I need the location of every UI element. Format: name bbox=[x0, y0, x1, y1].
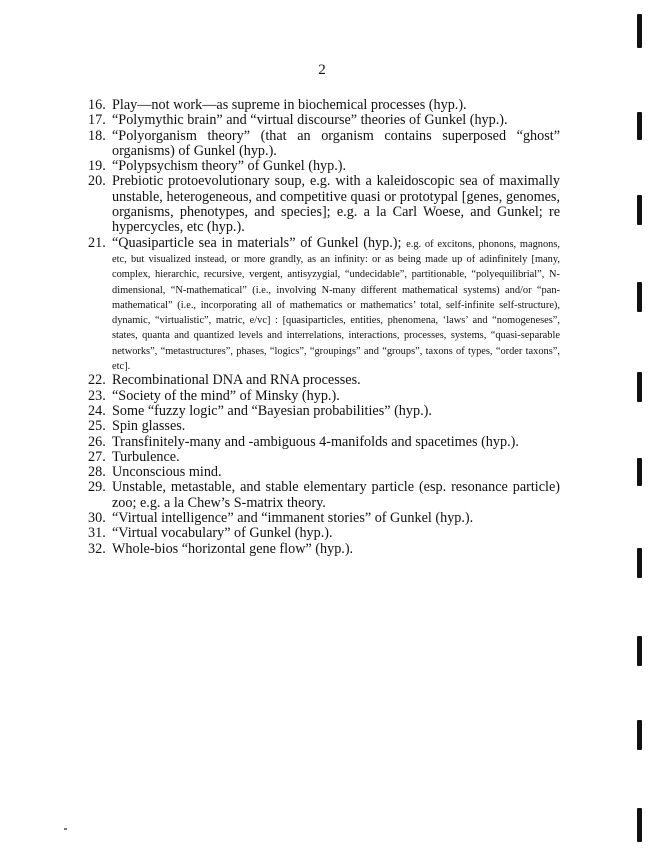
margin-mark bbox=[637, 282, 642, 312]
item-number: 17. bbox=[88, 112, 106, 129]
item-number: 19. bbox=[88, 158, 106, 175]
list-item bbox=[88, 542, 560, 557]
item-text: Unconscious mind. bbox=[112, 464, 222, 481]
margin-mark bbox=[637, 458, 642, 486]
item-number: 32. bbox=[88, 540, 106, 557]
item-text: Whole-bios “horizontal gene flow” (hyp.). bbox=[112, 540, 354, 557]
item-text: “Polymythic brain” and “virtual discourse” theories of Gunkel (hyp.). bbox=[112, 112, 508, 129]
margin-mark bbox=[637, 636, 642, 666]
item-list bbox=[88, 98, 560, 557]
item-text: Recombinational DNA and RNA processes. bbox=[112, 372, 361, 389]
item-text: Spin glasses. bbox=[112, 418, 186, 435]
list-item bbox=[88, 159, 560, 174]
margin-mark bbox=[637, 195, 642, 225]
item-text: Prebiotic protoevolutionary soup, e.g. with a kaleidoscopic sea of maximally unstable, heterogeneous, and competitive quasi or prototypal [genes, genomes, organisms, phenotypes, and species]; e.g. a la Carl Woese, and Gunkel; re hypercycles, etc (hyp.). bbox=[112, 173, 560, 236]
list-item bbox=[88, 236, 560, 374]
item-text: “Polyorganism theory” (that an organism contains superposed “ghost” organisms) of Gunkel (hyp.). bbox=[112, 127, 560, 159]
page-number: 2 bbox=[318, 62, 326, 78]
item-number: 18. bbox=[88, 127, 106, 144]
item-number: 25. bbox=[88, 418, 106, 435]
list-item bbox=[88, 113, 560, 128]
item-number: 22. bbox=[88, 372, 106, 389]
item-text: Unstable, metastable, and stable elementary particle (esp. resonance particle) zoo; e.g. a la Chew’s S-matrix theory. bbox=[112, 479, 560, 511]
scan-speck bbox=[64, 828, 67, 830]
item-text: Some “fuzzy logic” and “Bayesian probabilities” (hyp.). bbox=[112, 402, 432, 419]
item-text-small: e.g. of excitons, phonons, magnons, etc, but visualized instead, or more grandly, as an infinity: or as being made up of adinfinitely [many, complex, hierarchic, recursive, vergent, antisyzygial, “undecidable”, partitionable, “polyequilibrial”, N-dimensional, “N-mathematical” (i.e., involving N-many different mathematical systems) and/or “pan-mathematical” (i.e., incorporating all of mathematics or mathematics’ total, self-infinite self-structure), dynamic, “virtualistic”, matric, e/vc] : [quasiparticles, entities, phenomena, ‘laws’ and “nomogeneses”, states, quanta and quantized levels and interrelations, interactions, processes, systems, “quasi-separable networks”, “metastructures”, phases, “logics”, “groupings” and “groups”, taxons of types, “order taxons”, etc]. bbox=[112, 238, 561, 373]
item-text: “Society of the mind” of Minsky (hyp.). bbox=[112, 387, 340, 404]
item-number: 20. bbox=[88, 173, 106, 190]
item-text: “Virtual vocabulary” of Gunkel (hyp.). bbox=[112, 525, 333, 542]
item-number: 31. bbox=[88, 525, 106, 542]
margin-mark bbox=[637, 720, 642, 750]
margin-mark bbox=[637, 372, 642, 402]
item-number: 23. bbox=[88, 387, 106, 404]
list-item bbox=[88, 174, 560, 235]
item-text: “Virtual intelligence” and “immanent stories” of Gunkel (hyp.). bbox=[112, 510, 474, 527]
list-item bbox=[88, 435, 560, 450]
item-text: Play—not work—as supreme in biochemical processes (hyp.). bbox=[112, 97, 467, 113]
item-number: 24. bbox=[88, 402, 106, 419]
item-text: “Polypsychism theory” of Gunkel (hyp.). bbox=[112, 158, 347, 175]
list-item bbox=[88, 404, 560, 419]
item-number: 30. bbox=[88, 510, 106, 527]
margin-mark bbox=[637, 14, 642, 48]
item-number: 21. bbox=[88, 234, 106, 251]
item-number: 28. bbox=[88, 464, 106, 481]
list-item bbox=[88, 526, 560, 541]
list-item bbox=[88, 511, 560, 526]
list-item bbox=[88, 465, 560, 480]
item-number: 26. bbox=[88, 433, 106, 450]
item-text-lead: “Quasiparticle sea in materials” of Gunkel (hyp.); bbox=[112, 234, 407, 251]
margin-mark bbox=[637, 112, 642, 140]
margin-mark bbox=[637, 808, 642, 842]
item-number: 16. bbox=[88, 97, 106, 113]
list-item bbox=[88, 419, 560, 434]
list-item bbox=[88, 389, 560, 404]
item-text: Turbulence. bbox=[112, 448, 180, 465]
item-number: 27. bbox=[88, 448, 106, 465]
list-item bbox=[88, 98, 560, 113]
list-item bbox=[88, 480, 560, 511]
list-item bbox=[88, 373, 560, 388]
margin-mark bbox=[637, 548, 642, 578]
list-item bbox=[88, 450, 560, 465]
list-item bbox=[88, 129, 560, 160]
item-text: Transfinitely-many and -ambiguous 4-manifolds and spacetimes (hyp.). bbox=[112, 433, 519, 450]
item-number: 29. bbox=[88, 479, 106, 496]
